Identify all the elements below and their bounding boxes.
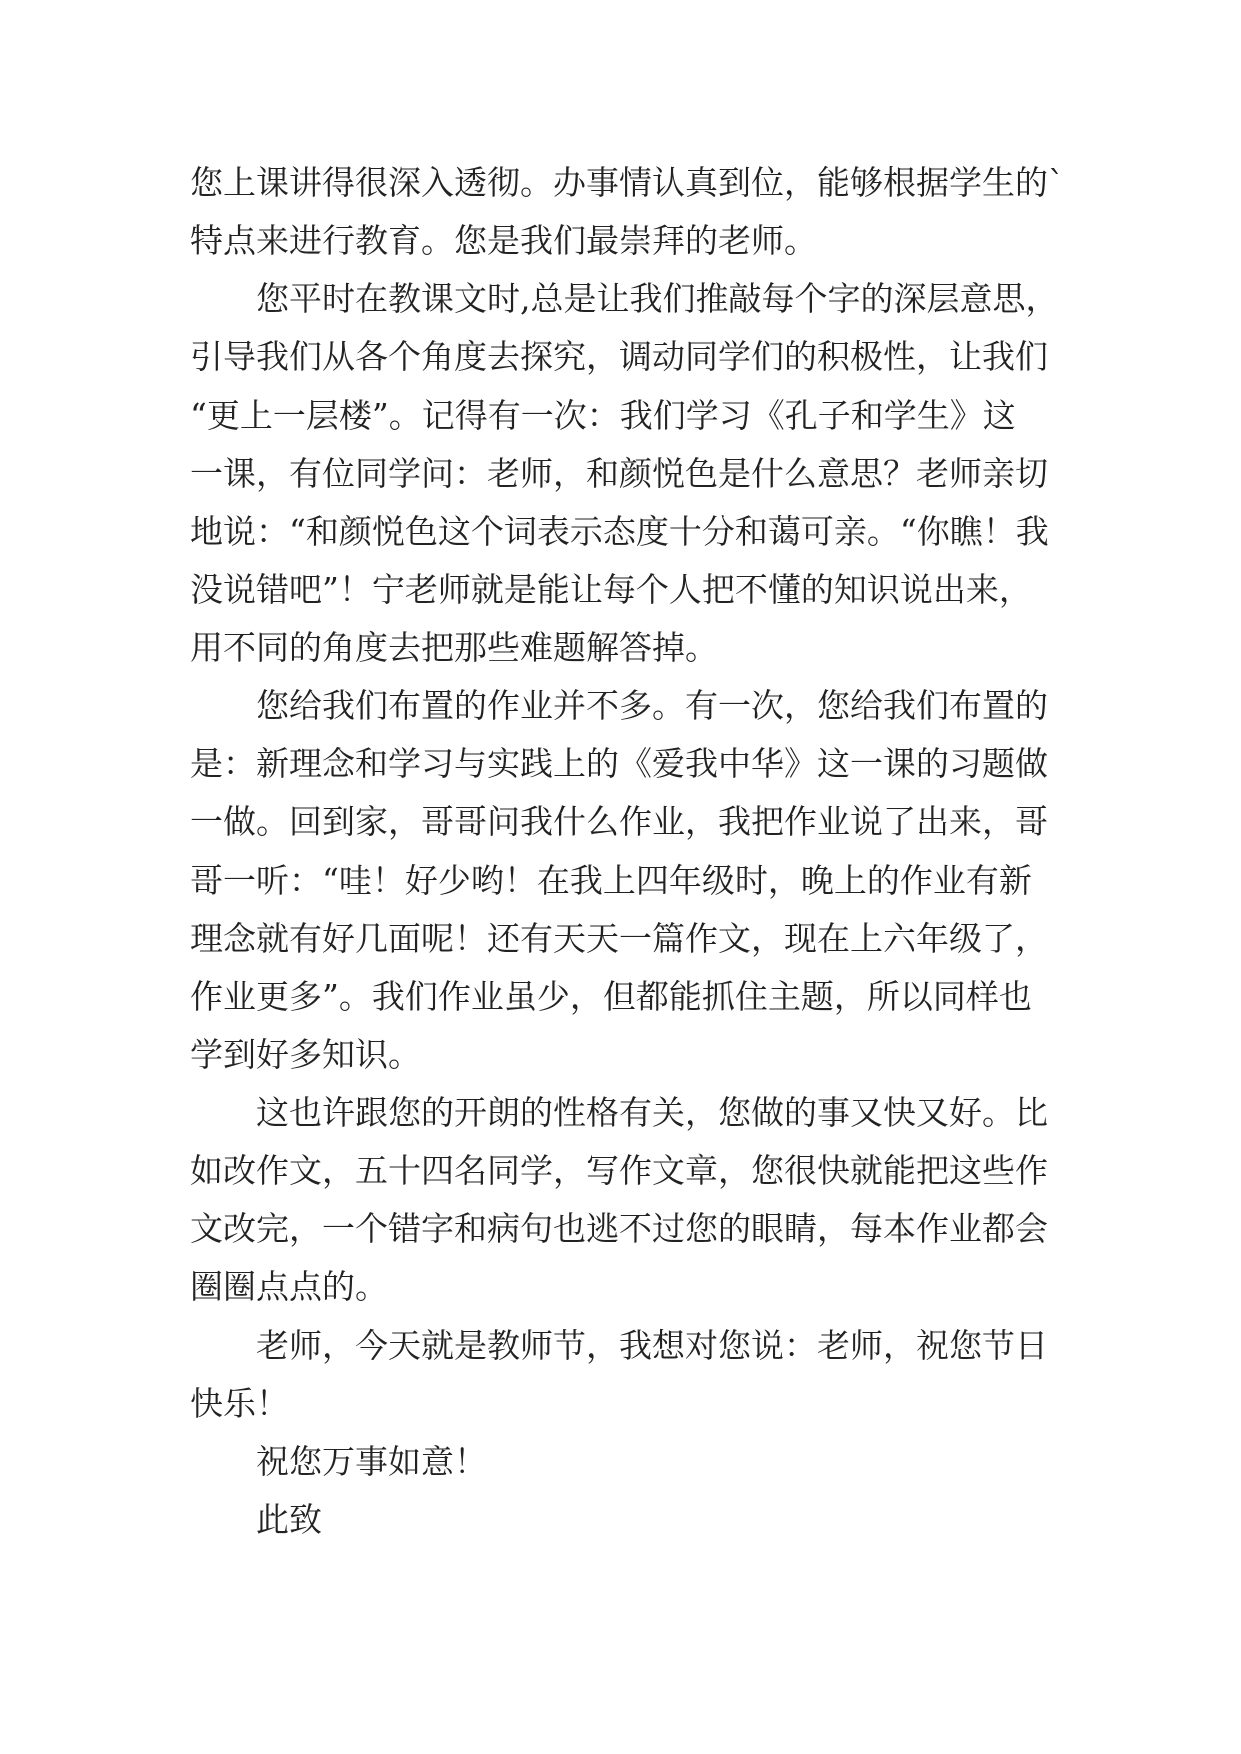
- text-line: 是：新理念和学习与实践上的《爱我中华》这一课的习题做: [190, 744, 1048, 784]
- text-line: 用不同的角度去把那些难题解答掉。: [190, 628, 718, 667]
- text-line: 如改作文，五十四名同学，写作文章，您很快就能把这些作: [190, 1151, 1048, 1191]
- paragraph: [190, 677, 1150, 1084]
- text-line: 引导我们从各个角度去探究，调动同学们的积极性，让我们: [190, 337, 1048, 377]
- text-line: 快乐！: [190, 1383, 289, 1423]
- text-line: 学到好多知识。: [190, 1034, 421, 1074]
- paragraph: [190, 1084, 1150, 1317]
- text-line: 地说：“和颜悦色这个词表示态度十分和蔼可亲。“你瞧！我: [190, 511, 1049, 551]
- text-line: 没说错吧”！宁老师就是能让每个人把不懂的知识说出来，: [190, 569, 1032, 609]
- text-line: 作业更多”。我们作业虽少，但都能抓住主题，所以同样也: [190, 976, 1032, 1016]
- paragraph: [190, 154, 1150, 270]
- text-line: 您上课讲得很深入透彻。办事情认真到位，能够根据学生的`: [190, 163, 1065, 202]
- text-line: 一课，有位同学问：老师，和颜悦色是什么意思？老师亲切: [190, 453, 1048, 493]
- text-line: 老师，今天就是教师节，我想对您说：老师，祝您节日: [256, 1325, 1048, 1365]
- text-line: 特点来进行教育。您是我们最崇拜的老师。: [190, 221, 817, 261]
- text-line: 您给我们布置的作业并不多。有一次，您给我们布置的: [256, 686, 1048, 726]
- text-line: 这也许跟您的开朗的性格有关，您做的事又快又好。比: [256, 1093, 1048, 1132]
- text-line: 此致: [256, 1499, 322, 1539]
- paragraph: [190, 1317, 1150, 1433]
- text-line: 您平时在教课文时,总是让我们推敲每个字的深层意思，: [256, 279, 1059, 319]
- text-line: 祝您万事如意！: [256, 1441, 487, 1481]
- text-line: “更上一层楼”。记得有一次：我们学习《孔子和学生》这: [190, 395, 1016, 435]
- letter-body: [190, 154, 1150, 1549]
- closing-salutation: [190, 1491, 1150, 1549]
- paragraph: [190, 270, 1150, 677]
- text-line: 文改完，一个错字和病句也逃不过您的眼睛，每本作业都会: [190, 1209, 1048, 1249]
- text-line: 圈圈点点的。: [190, 1267, 388, 1307]
- text-line: 一做。回到家，哥哥问我什么作业，我把作业说了出来，哥: [190, 802, 1048, 842]
- text-line: 哥一听：“哇！好少哟！在我上四年级时，晚上的作业有新: [190, 860, 1032, 900]
- closing-wish: [190, 1433, 1150, 1491]
- text-line: 理念就有好几面呢！还有天天一篇作文，现在上六年级了，: [190, 918, 1048, 958]
